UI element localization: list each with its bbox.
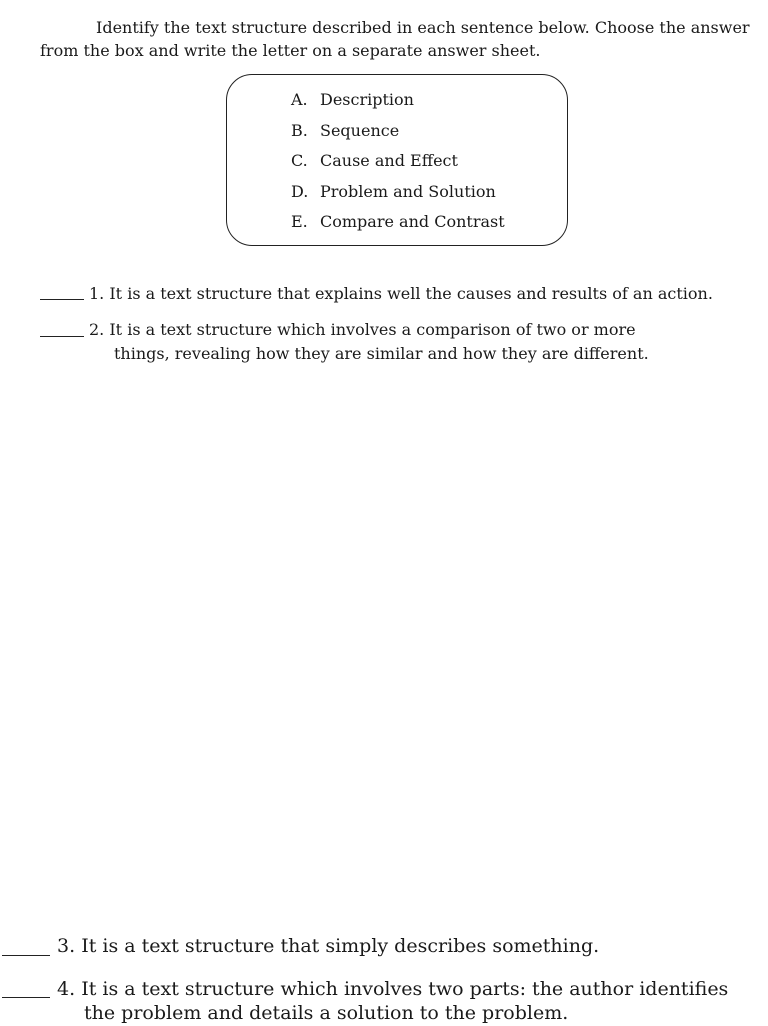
question-number: 1. bbox=[89, 284, 105, 303]
option-a bbox=[291, 90, 414, 109]
option-text: Cause and Effect bbox=[320, 151, 458, 170]
question-text: It is a text structure that simply describes something. bbox=[81, 935, 600, 957]
option-text: Problem and Solution bbox=[320, 182, 496, 201]
option-text: Description bbox=[320, 90, 414, 109]
option-text: Sequence bbox=[320, 121, 400, 140]
question-text: It is a text structure which involves two parts: the author identifies bbox=[81, 978, 729, 1000]
option-e bbox=[291, 212, 505, 231]
question-2 bbox=[89, 318, 636, 342]
option-d bbox=[291, 182, 496, 201]
answer-blank-4[interactable] bbox=[2, 997, 50, 998]
question-3 bbox=[57, 934, 599, 959]
option-letter: A. bbox=[291, 90, 308, 109]
option-text: Compare and Contrast bbox=[320, 212, 505, 231]
option-c bbox=[291, 151, 458, 170]
question-2-continuation: things, revealing how they are similar and how they are different. bbox=[114, 344, 649, 363]
question-1 bbox=[89, 282, 713, 306]
question-number: 3. bbox=[57, 935, 76, 957]
question-number: 2. bbox=[89, 320, 105, 339]
question-number: 4. bbox=[57, 978, 76, 1000]
instructions: Identify the text structure described in each sentence below. Choose the answer from the box and write the letter on a separate answer sheet. bbox=[40, 18, 750, 60]
answer-blank-3[interactable] bbox=[2, 955, 50, 956]
option-letter: E. bbox=[291, 212, 308, 231]
question-text: It is a text structure that explains well the causes and results of an action. bbox=[109, 284, 713, 303]
option-letter: B. bbox=[291, 121, 308, 140]
question-text: It is a text structure which involves a comparison of two or more bbox=[109, 320, 636, 339]
question-4 bbox=[57, 977, 728, 1002]
option-letter: C. bbox=[291, 151, 308, 170]
question-4-continuation: the problem and details a solution to the problem. bbox=[84, 1002, 569, 1024]
option-b bbox=[291, 121, 399, 140]
answer-blank-2[interactable] bbox=[40, 336, 84, 337]
option-letter: D. bbox=[291, 182, 309, 201]
answer-blank-1[interactable] bbox=[40, 299, 84, 300]
